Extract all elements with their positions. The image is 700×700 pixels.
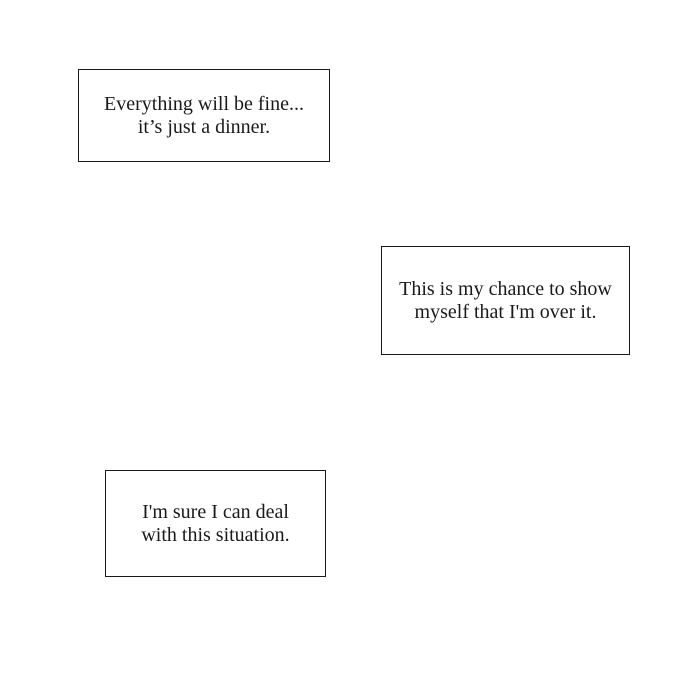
caption-1-line-1: Everything will be fine... bbox=[104, 92, 304, 115]
caption-2-line-1: This is my chance to show bbox=[399, 277, 612, 300]
caption-text-3 bbox=[141, 501, 289, 547]
caption-3-line-2: with this situation. bbox=[141, 523, 290, 546]
caption-box-2 bbox=[381, 246, 630, 355]
caption-text-1 bbox=[104, 93, 304, 139]
caption-text-2 bbox=[399, 278, 612, 324]
caption-1-line-2: it’s just a dinner. bbox=[137, 115, 271, 138]
caption-3-line-1: I'm sure I can deal bbox=[142, 500, 289, 523]
caption-box-3 bbox=[105, 470, 326, 577]
caption-box-1 bbox=[78, 69, 330, 162]
caption-2-line-2: myself that I'm over it. bbox=[414, 300, 597, 323]
